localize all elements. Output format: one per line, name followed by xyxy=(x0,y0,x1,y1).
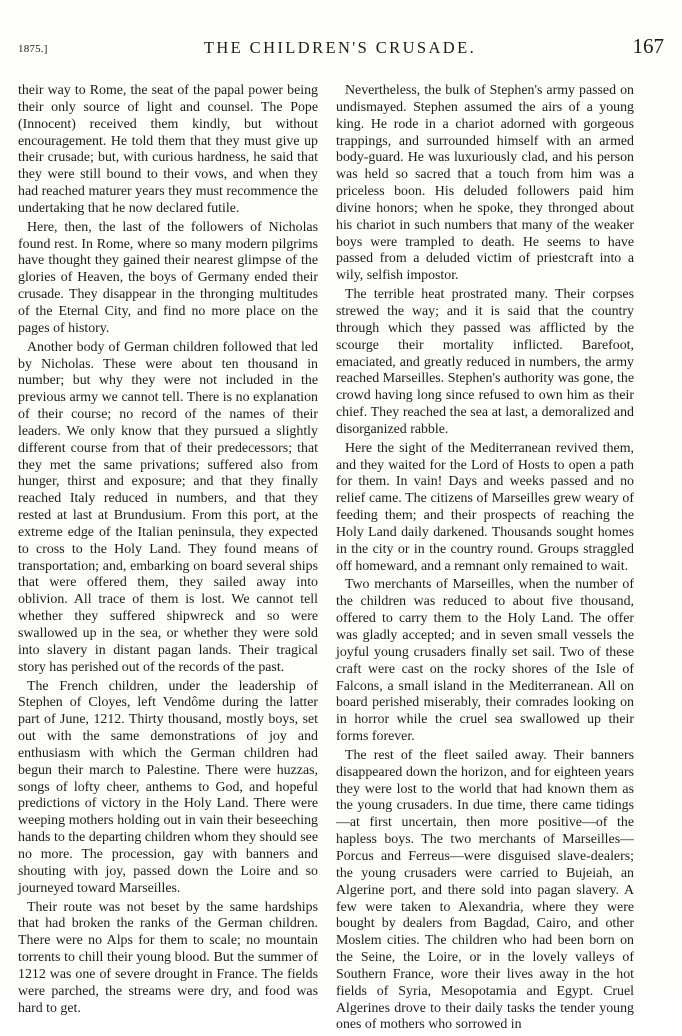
right-column xyxy=(336,83,634,1036)
paragraph: Here, then, the last of the followers of Nicholas found rest. In Rome, where so many modern pilgrims have thought they gained their nearest glimpse of the glories of Heaven, the boys of Germany ended their crusade. They disappear in the thronging multitudes of the Eternal City, and find no more place on the pages of history. xyxy=(18,219,318,336)
paragraph: Here the sight of the Mediterranean revived them, and they waited for the Lord of Hosts to open a path for them. In vain! Days and weeks passed and no relief came. The citizens of Marseilles grew weary of feeding them; and their prospects of reaching the Holy Land daily darkened. Thousands sought homes in the city or in the country round. Groups straggled off homeward, and a remnant only remained to wait. xyxy=(336,440,634,574)
paragraph: their way to Rome, the seat of the papal power being their only source of light and counsel. The Pope (Innocent) received them kindly, but without encouragement. He told them that they must give up their crusade; but, with curious hardness, he said that they were still bound to their vows, and when they had reached maturer years they must recommence the undertaking that he now declared futile. xyxy=(18,83,318,216)
paragraph: Nevertheless, the bulk of Stephen's army passed on undismayed. Stephen assumed the airs of a young king. He rode in a chariot adorned with gorgeous trappings, and surrounded himself with an armed body-guard. He was luxuriously clad, and his person was held so sacred that a touch from him was a priceless boon. His deluded followers paid him divine honors; when he spoke, they thronged about his chariot in such numbers that many of the weaker boys were trampled to death. He seems to have passed from a deluded victim of priestcraft into a wily, selfish impostor. xyxy=(336,83,634,284)
paragraph: The rest of the fleet sailed away. Their banners disappeared down the horizon, and for eighteen years they were lost to the world that had known them as the young crusaders. In due time, there came tidings—at first uncertain, then more positive—of the hapless boys. The two merchants of Marseilles—Porcus and Ferreus—were disguised slave-dealers; the young crusaders were carried to Bujeiah, an Algerine port, and there sold into pagan slavery. A few were taken to Alexandria, where they were bought by dealers from Bagdad, Cairo, and other Moslem cities. The children who had been born on the Seine, the Loire, or in the lovely valleys of Southern France, wore their lives away in the hot fields of Syria, Mesopotamia and Egypt. Cruel Algerines drove to their daily tasks the tender young ones of mothers who sorrowed in xyxy=(336,747,634,1033)
paragraph: Their route was not beset by the same hardships that had broken the ranks of the German children. There were no Alps for them to scale; no mountain torrents to chill their young blood. But the summer of 1212 was one of severe drought in France. The fields were parched, the streams were dry, and food was hard to get. xyxy=(18,899,318,1016)
paragraph: The French children, under the leadership of Stephen of Cloyes, left Vendôme during the latter part of June, 1212. Thirty thousand, mostly boys, set out with the same demonstrations of joy and enthusiasm with which the German children had begun their march to Palestine. There were huzzas, songs of lofty cheer, anthems to God, and hopeful predictions of victory in the Holy Land. There were weeping mothers holding out in vain their beseeching hands to the departing children whom they should see no more. The procession, gay with banners and shouting with joy, passed down the Loire and so journeyed toward Marseilles. xyxy=(18,678,318,896)
article-title: THE CHILDREN'S CRUSADE. xyxy=(203,38,477,57)
paragraph: Another body of German children followed that led by Nicholas. These were about ten thousand in number; but why they were not included in the previous army we cannot tell. There is no explanation of their course; no record of the names of their leaders. We only know that they pursued a slightly different course from that of their predecessors; that they met the same privations; suffered also from hunger, thirst and exposure; and that they finally reached Italy reduced in numbers, and that they rested at last at Brundusium. From this port, at the extreme edge of the Italian peninsula, they expected to cross to the Holy Land. They found means of transportation; and, embarking on board several ships that were offered them, they sailed away into oblivion. All trace of them is lost. We cannot tell whether they suffered shipwreck and so were swallowed up in the sea, or whether they were sold into slavery in distant pagan lands. Their tragical story has perished out of the records of the past. xyxy=(18,339,318,675)
paragraph: The terrible heat prostrated many. Their corpses strewed the way; and it is said that the country through which they passed was afflicted by the scourge their mortality inflicted. Barefoot, emaciated, and greatly reduced in numbers, the army reached Marseilles. Stephen's authority was gone, the crowd having long since refused to own him as their chief. They reached the sea at last, a demoralized and disorganized rabble. xyxy=(336,287,634,437)
running-head xyxy=(14,36,666,64)
paragraph: Two merchants of Marseilles, when the number of the children was reduced to about five thousand, offered to carry them to the Holy Land. The offer was gladly accepted; and in seven small vessels the joyful young crusaders finally set sail. Two of these craft were cast on the rocky shores of the Isle of Falcons, a small island in the Mediterranean. All on board perished miserably, their comrades looking on in horror while the cruel sea swallowed up their forms forever. xyxy=(336,577,634,745)
left-column xyxy=(18,83,318,1019)
page-number: 167 xyxy=(632,34,664,58)
issue-year: 1875.] xyxy=(18,43,48,55)
